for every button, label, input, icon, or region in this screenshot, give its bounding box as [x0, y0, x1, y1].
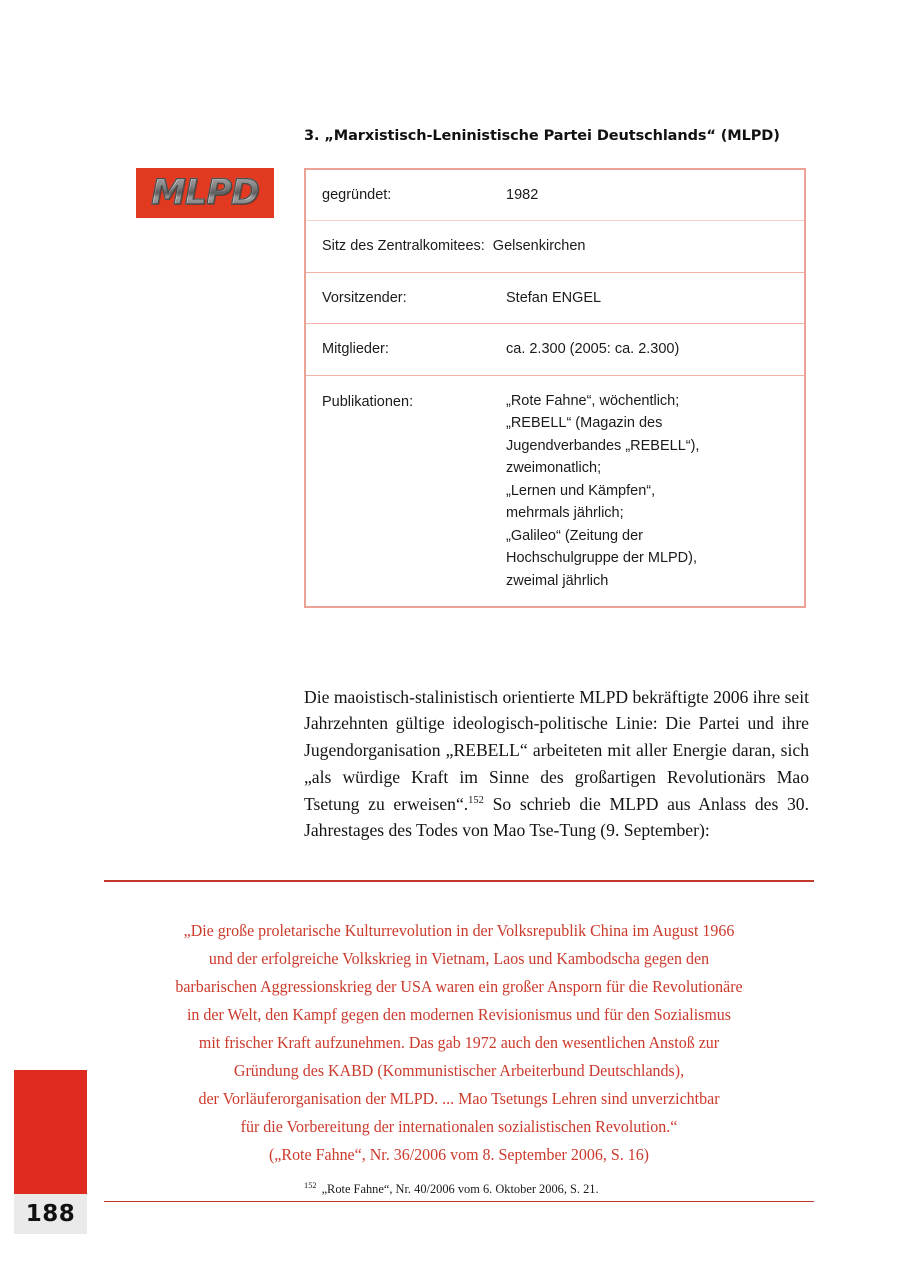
quote-line: der Vorläuferorganisation der MLPD. ... Mao Tsetungs Lehren sind unverzichtbar — [198, 1089, 720, 1109]
page-marker — [14, 1070, 87, 1234]
table-row — [306, 221, 804, 272]
publication-line: „Lernen und Kämpfen“, — [506, 482, 656, 499]
publication-line: „REBELL“ (Magazin des — [506, 415, 663, 432]
publication-line: Hochschulgruppe der MLPD), — [506, 550, 698, 567]
quote-block — [104, 880, 814, 1202]
publication-line: mehrmals jährlich; — [506, 505, 624, 522]
table-cell-value: Stefan ENGEL — [506, 289, 602, 306]
footnote-mark: 152 — [304, 1180, 317, 1190]
table-cell-value: 1982 — [506, 187, 539, 203]
table-cell-value: ca. 2.300 (2005: ca. 2.300) — [506, 341, 680, 358]
quote-line: „Die große proletarische Kulturrevolution in der Volksrepublik China im August 1966 — [183, 921, 735, 941]
table-cell-label: gegründet: — [322, 187, 392, 203]
publication-line: Jugendverbandes „REBELL“), — [506, 437, 700, 454]
quote-rule-bottom — [104, 1201, 814, 1202]
quote-rule-top — [104, 880, 814, 882]
table-cell-label: Vorsitzender: — [322, 289, 407, 306]
table-row — [306, 324, 804, 375]
quote-line: für die Vorbereitung der internationalen sozialistischen Revolution.“ — [240, 1117, 678, 1137]
body-paragraph-part2: So schrieb die MLPD aus Anlass des 30. Jahrestages des Todes von Mao Tse-Tung (9. September): — [304, 793, 809, 841]
page-marker-red-block — [14, 1070, 87, 1194]
table-cell-value-publications — [506, 376, 711, 606]
table-row — [306, 170, 804, 221]
table-cell-label: Mitglieder: — [322, 341, 389, 358]
quote-text — [166, 899, 752, 1183]
footnote-reference: 152 — [468, 794, 484, 806]
footnote-text: „Rote Fahne“, Nr. 40/2006 vom 6. Oktober 2006, S. 21. — [321, 1182, 599, 1196]
quote-line: und der erfolgreiche Volkskrieg in Vietnam, Laos und Kambodscha gegen den — [208, 949, 710, 969]
publication-line: zweimal jährlich — [506, 572, 609, 589]
table-cell-label: Publikationen: — [322, 393, 414, 410]
party-info-table — [304, 168, 806, 608]
footnote — [304, 1181, 824, 1198]
body-paragraph-part1: Die maoistisch-stalinistisch orientierte MLPD bekräftigte 2006 ihre seit Jahrzehnten gültige ideologisch-politische Linie: Die Partei und ihre Jugendorganisation „REBELL“ arbeiteten mit aller Energie daran, sich „als würdige Kraft im Sinne des großartigen Revolutionärs Mao Tsetung zu erweisen“. — [304, 686, 809, 814]
quote-line: Gründung des KABD (Kommunistischer Arbeiterbund Deutschlands), — [233, 1061, 685, 1081]
section-heading: 3. „Marxistisch-Leninistische Partei Deutschlands“ (MLPD) — [304, 128, 780, 144]
table-row-publications — [306, 376, 804, 606]
publication-line: zweimonatlich; — [506, 460, 602, 477]
table-cell-value: Gelsenkirchen — [492, 238, 586, 255]
mlpd-logo-text: MLPD — [136, 173, 274, 213]
body-paragraph — [304, 684, 809, 844]
quote-line: in der Welt, den Kampf gegen den modernen Revisionismus und für den Sozialismus — [186, 1005, 731, 1025]
quote-source: („Rote Fahne“, Nr. 36/2006 vom 8. September 2006, S. 16) — [268, 1145, 650, 1165]
publication-line: „Galileo“ (Zeitung der — [506, 527, 643, 544]
table-cell-label: Sitz des Zentralkomitees: — [322, 238, 485, 255]
page-number: 188 — [14, 1194, 87, 1234]
quote-line: mit frischer Kraft aufzunehmen. Das gab 1972 auch den wesentlichen Anstoß zur — [198, 1033, 720, 1053]
table-row — [306, 273, 804, 324]
mlpd-logo — [136, 168, 274, 218]
quote-line: barbarischen Aggressionskrieg der USA waren ein großer Ansporn für die Revolutionäre — [175, 977, 743, 997]
publication-line: „Rote Fahne“, wöchentlich; — [506, 392, 680, 409]
